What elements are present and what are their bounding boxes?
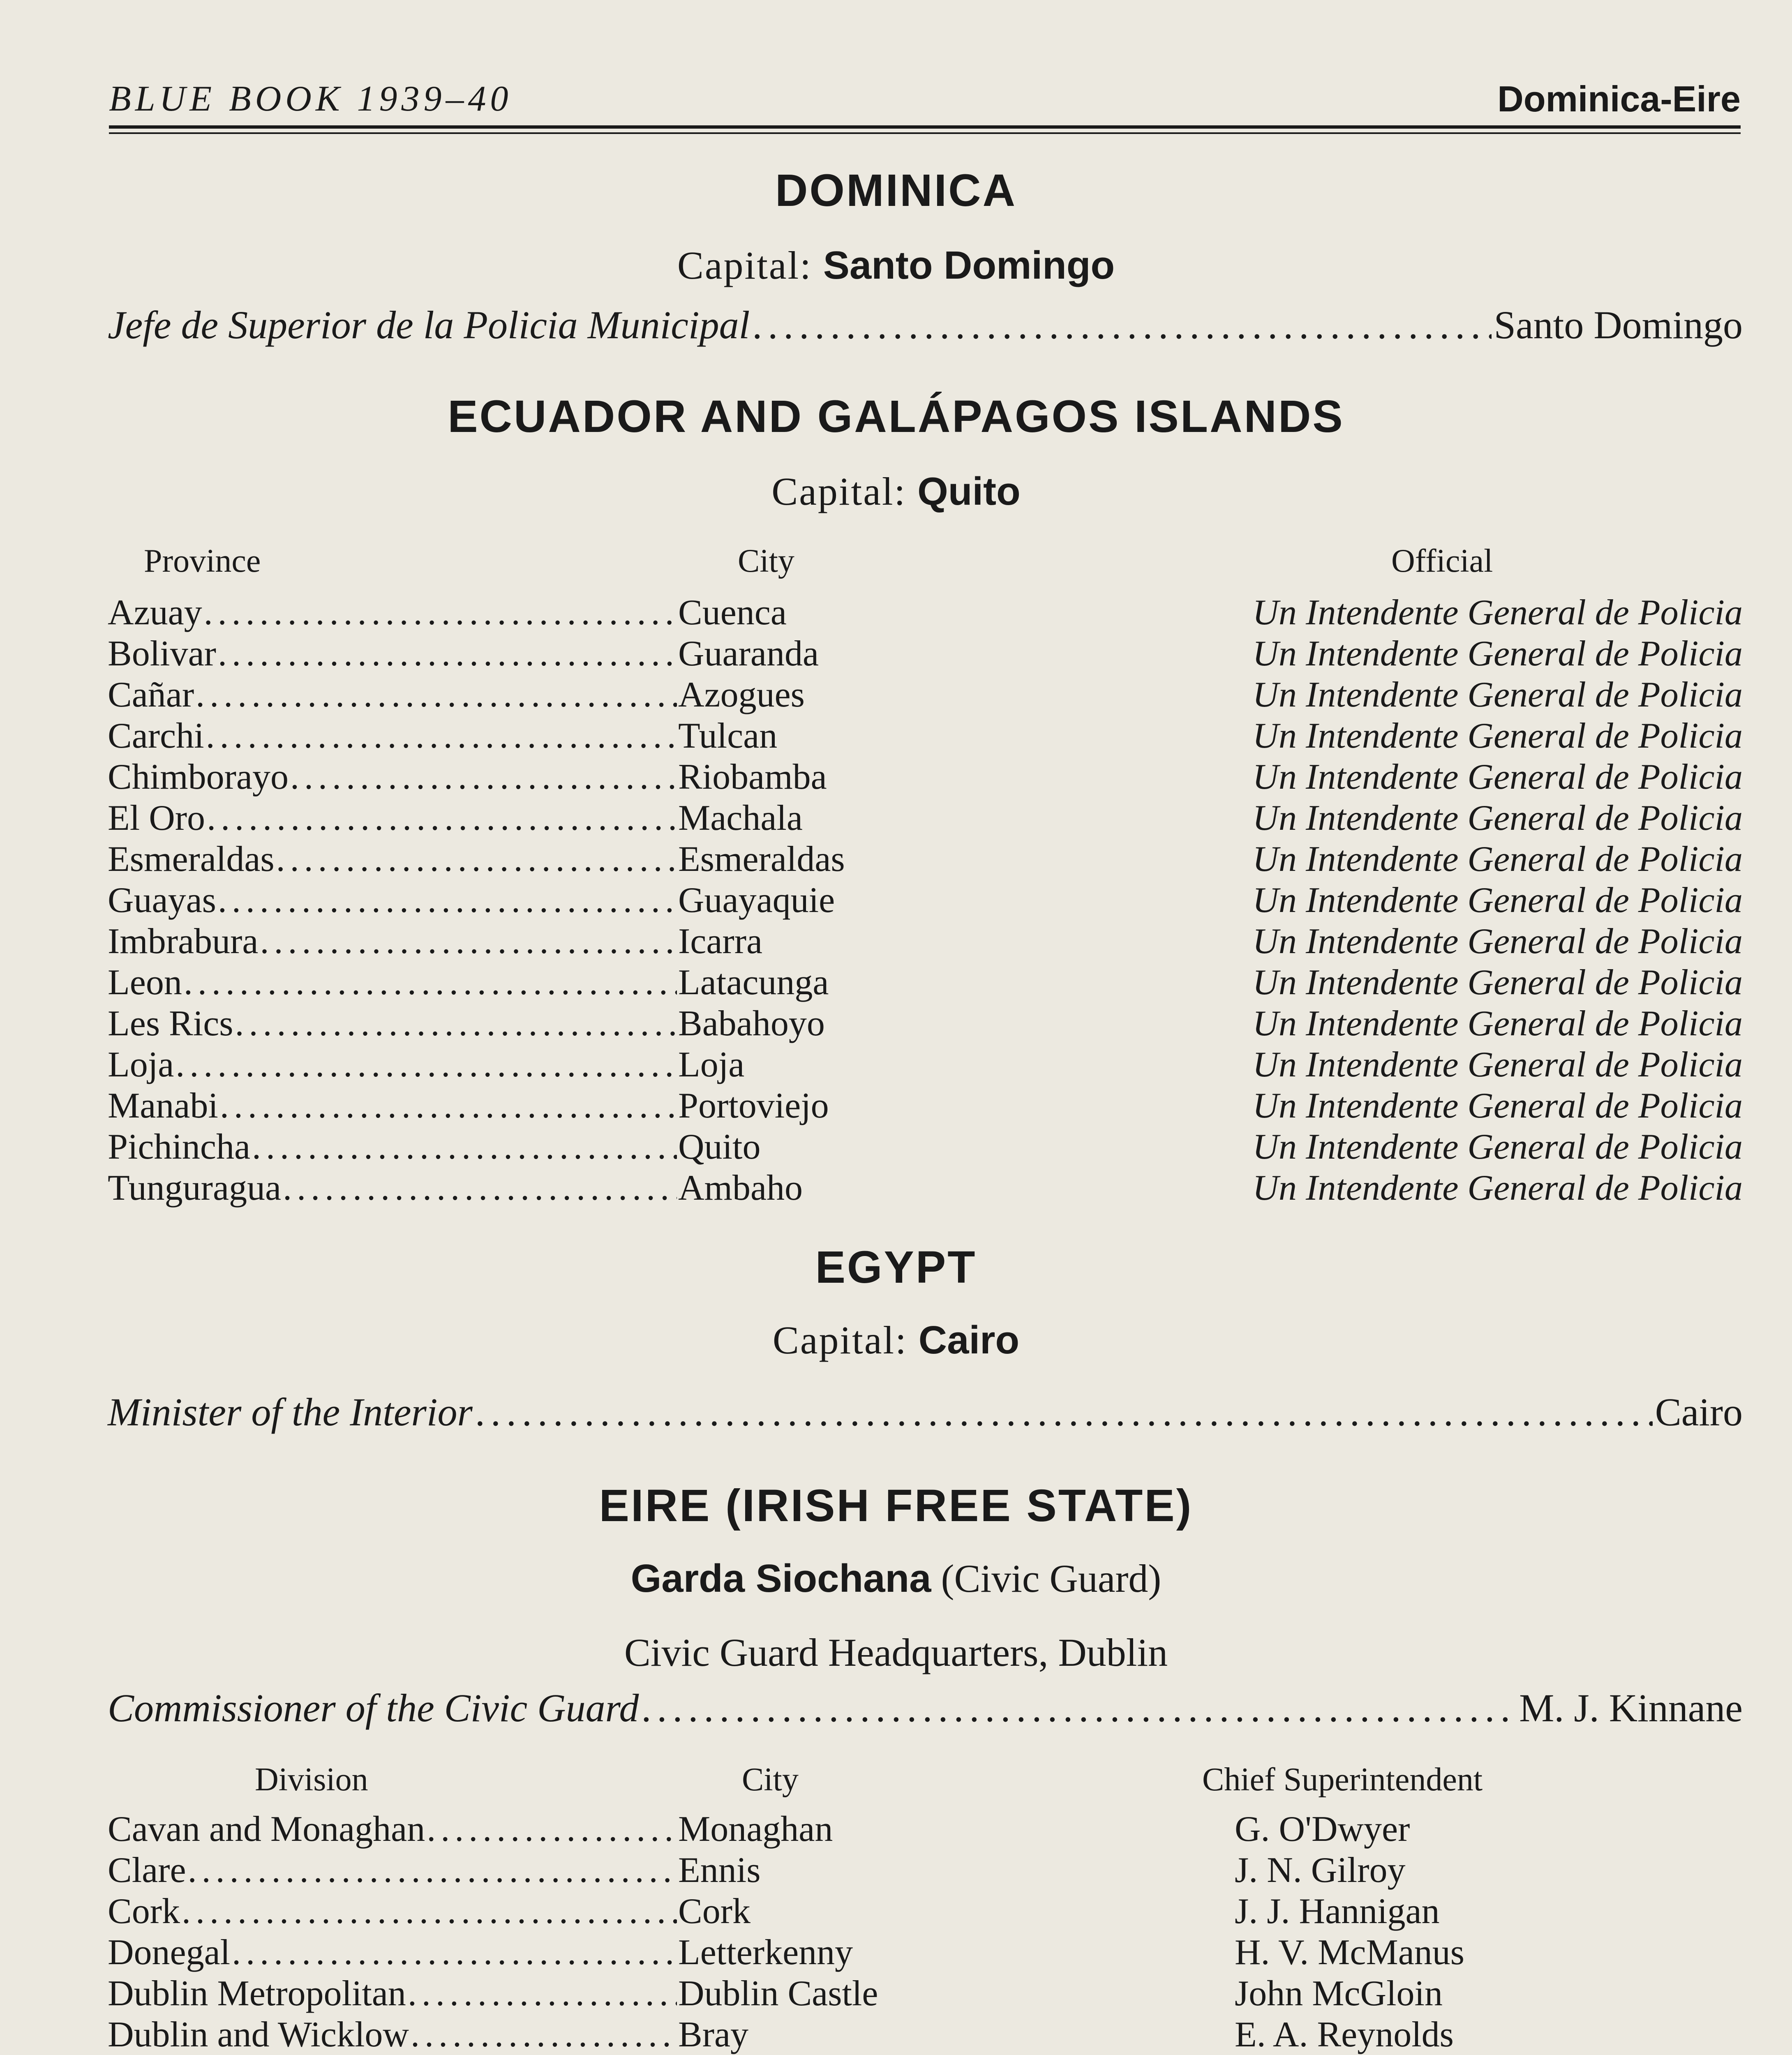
region-name: Imbrabura: [108, 921, 259, 961]
region-name: Dublin Metropolitan: [108, 1974, 406, 2013]
city-name: Ennis: [678, 1850, 761, 1890]
table-row: [108, 633, 1743, 674]
subtitle-translation: (Civic Guard): [941, 1556, 1162, 1600]
region-name: Guayas: [108, 880, 216, 920]
city-name: Esmeraldas: [678, 839, 845, 879]
official-name: Un Intendente General de Policia: [1252, 1045, 1743, 1085]
dot-leader: [252, 1126, 677, 1168]
official-name: Un Intendente General de Policia: [1252, 716, 1743, 756]
dot-leader: [232, 1932, 677, 1973]
dot-leader: [207, 797, 677, 839]
official-name: Un Intendente General de Policia: [1252, 880, 1743, 920]
country-heading-egypt: EGYPT: [815, 1242, 977, 1293]
eire-headquarters: Civic Guard Headquarters, Dublin: [624, 1630, 1168, 1674]
capital-line-dominica: [0, 242, 1792, 288]
table-row: [108, 1973, 1743, 2014]
city-name: Monaghan: [678, 1809, 833, 1849]
column-header-chief-superintendent: Chief Superintendent: [1202, 1762, 1483, 1798]
city-name: Latacunga: [678, 963, 829, 1002]
city-name: Icarra: [678, 921, 763, 961]
table-row: [108, 756, 1743, 797]
row-name-cell: [108, 633, 677, 674]
city-name: Letterkenny: [678, 1933, 853, 1972]
capital-name: Santo Domingo: [823, 243, 1115, 287]
city-name: Portoviejo: [678, 1086, 829, 1126]
city-name: Loja: [678, 1045, 745, 1085]
region-name: Chimborayo: [108, 757, 289, 797]
dot-leader: [204, 592, 677, 633]
running-head-section: Dominica-Eire: [1497, 79, 1741, 119]
table-row: [108, 797, 1743, 838]
entry-name: M. J. Kinnane: [1519, 1686, 1743, 1730]
table-row: [108, 962, 1743, 1003]
subtitle-agency: Garda Siochana: [630, 1556, 931, 1600]
table-row: [108, 1044, 1743, 1085]
official-name: Un Intendente General de Policia: [1252, 593, 1743, 633]
row-name-cell: [108, 1973, 677, 2014]
official-name: J. N. Gilroy: [1235, 1850, 1406, 1890]
dot-leader: [641, 1685, 1517, 1731]
entry-location: Cairo: [1655, 1390, 1743, 1434]
city-name: Machala: [678, 798, 803, 838]
running-head: [109, 74, 1741, 127]
region-name: Cañar: [108, 675, 194, 715]
running-head-title: BLUE BOOK 1939–40: [109, 79, 513, 119]
header-rule-thick: [109, 125, 1741, 129]
row-name-cell: [108, 797, 677, 839]
table-row: [108, 1126, 1743, 1167]
region-name: Loja: [108, 1045, 174, 1085]
dot-leader: [235, 1003, 677, 1044]
capital-name: Quito: [917, 469, 1021, 513]
region-name: Bolivar: [108, 634, 216, 674]
table-row: [108, 1085, 1743, 1126]
row-name-cell: [108, 674, 677, 716]
city-name: Guayaquie: [678, 880, 835, 920]
entry-title: Minister of the Interior: [108, 1390, 473, 1434]
city-name: Babahoyo: [678, 1004, 825, 1044]
city-name: Riobamba: [678, 757, 827, 797]
dot-leader: [218, 880, 677, 921]
row-name-cell: [108, 921, 677, 962]
region-name: Cavan and Monaghan: [108, 1809, 425, 1849]
row-name-cell: [108, 1044, 677, 1085]
row-name-cell: [108, 756, 677, 798]
dot-leader: [220, 1085, 677, 1127]
dot-leader: [427, 1808, 677, 1850]
entry-location: Santo Domingo: [1494, 303, 1743, 347]
country-heading-eire: EIRE (IRISH FREE STATE): [599, 1480, 1193, 1531]
row-name-cell: [108, 592, 677, 633]
official-name: Un Intendente General de Policia: [1252, 963, 1743, 1002]
region-name: Cork: [108, 1891, 180, 1931]
region-name: Esmeraldas: [108, 839, 275, 879]
table-row: [108, 921, 1743, 962]
row-name-cell: [108, 1003, 677, 1044]
row-name-cell: [108, 1891, 677, 1932]
city-name: Ambaho: [678, 1168, 803, 1208]
dot-leader: [182, 1891, 677, 1932]
entry-title: Commissioner of the Civic Guard: [108, 1686, 639, 1730]
dot-leader: [188, 1850, 677, 1891]
official-name: E. A. Reynolds: [1235, 2015, 1454, 2055]
capital-label: Capital:: [771, 469, 907, 513]
region-name: Manabi: [108, 1086, 218, 1126]
ecuador-province-table: [108, 592, 1743, 1208]
row-name-cell: [108, 838, 677, 880]
city-name: Azogues: [678, 675, 805, 715]
table-row: [108, 1808, 1743, 1850]
table-row: [108, 674, 1743, 715]
official-name: G. O'Dwyer: [1235, 1809, 1410, 1849]
dominica-entry: [108, 302, 1743, 347]
table-row: [108, 1850, 1743, 1891]
capital-line-ecuador: [0, 469, 1792, 514]
dot-leader: [290, 756, 677, 798]
region-name: Azuay: [108, 593, 202, 633]
official-name: Un Intendente General de Policia: [1252, 839, 1743, 879]
capital-label: Capital:: [772, 1318, 908, 1362]
city-name: Cuenca: [678, 593, 787, 633]
eire-subtitle: [0, 1556, 1792, 1601]
table-row: [108, 1891, 1743, 1932]
dot-leader: [276, 838, 677, 880]
row-name-cell: [108, 1167, 677, 1209]
official-name: John McGloin: [1235, 1974, 1443, 2013]
dot-leader: [184, 962, 677, 1003]
dot-leader: [196, 674, 677, 716]
official-name: Un Intendente General de Policia: [1252, 1004, 1743, 1044]
table-row: [108, 880, 1743, 921]
dot-leader: [408, 1973, 677, 2014]
table-row: [108, 2014, 1743, 2055]
column-header-province: Province: [144, 543, 261, 579]
table-row: [108, 1003, 1743, 1044]
city-name: Tulcan: [678, 716, 778, 756]
region-name: Leon: [108, 963, 182, 1002]
official-name: H. V. McManus: [1235, 1933, 1465, 1972]
row-name-cell: [108, 2014, 677, 2055]
row-name-cell: [108, 715, 677, 757]
entry-title: Jefe de Superior de la Policia Municipal: [108, 303, 750, 347]
city-name: Cork: [678, 1891, 751, 1931]
country-heading-ecuador: ECUADOR AND GALÁPAGOS ISLANDS: [448, 391, 1344, 442]
capital-name: Cairo: [918, 1318, 1020, 1362]
official-name: Un Intendente General de Policia: [1252, 798, 1743, 838]
dot-leader: [752, 302, 1491, 348]
official-name: Un Intendente General de Policia: [1252, 921, 1743, 961]
capital-label: Capital:: [677, 243, 812, 287]
region-name: El Oro: [108, 798, 206, 838]
region-name: Carchi: [108, 716, 204, 756]
city-name: Guaranda: [678, 634, 819, 674]
row-name-cell: [108, 1808, 677, 1850]
row-name-cell: [108, 880, 677, 921]
region-name: Clare: [108, 1850, 186, 1890]
table-row: [108, 592, 1743, 633]
official-name: Un Intendente General de Policia: [1252, 757, 1743, 797]
column-header-division: Division: [255, 1762, 368, 1798]
region-name: Donegal: [108, 1933, 231, 1972]
egypt-entry: [108, 1389, 1743, 1434]
column-header-city: City: [742, 1762, 799, 1798]
region-name: Tunguragua: [108, 1168, 282, 1208]
official-name: Un Intendente General de Policia: [1252, 675, 1743, 715]
official-name: Un Intendente General de Policia: [1252, 1127, 1743, 1167]
table-row: [108, 1167, 1743, 1208]
official-name: Un Intendente General de Policia: [1252, 634, 1743, 674]
row-name-cell: [108, 1085, 677, 1127]
row-name-cell: [108, 1126, 677, 1168]
dot-leader: [411, 2014, 677, 2055]
dot-leader: [206, 715, 677, 757]
dot-leader: [218, 633, 677, 674]
official-name: J. J. Hannigan: [1235, 1891, 1440, 1931]
dot-leader: [260, 921, 677, 962]
column-header-city: City: [738, 543, 794, 579]
city-name: Bray: [678, 2015, 749, 2055]
eire-commissioner-entry: [108, 1685, 1743, 1730]
region-name: Les Rics: [108, 1004, 233, 1044]
row-name-cell: [108, 1850, 677, 1891]
city-name: Quito: [678, 1127, 761, 1167]
official-name: Un Intendente General de Policia: [1252, 1168, 1743, 1208]
header-rule-thin: [109, 132, 1741, 134]
city-name: Dublin Castle: [678, 1974, 878, 2013]
eire-division-table: [108, 1808, 1743, 2055]
row-name-cell: [108, 962, 677, 1003]
column-header-official: Official: [1391, 543, 1493, 579]
region-name: Dublin and Wicklow: [108, 2015, 409, 2055]
region-name: Pichincha: [108, 1127, 251, 1167]
table-row: [108, 1932, 1743, 1973]
dot-leader: [475, 1389, 1653, 1435]
table-row: [108, 838, 1743, 880]
table-row: [108, 715, 1743, 756]
dot-leader: [176, 1044, 677, 1085]
country-heading-dominica: DOMINICA: [775, 165, 1017, 216]
official-name: Un Intendente General de Policia: [1252, 1086, 1743, 1126]
capital-line-egypt: [0, 1317, 1792, 1363]
dot-leader: [283, 1167, 677, 1209]
row-name-cell: [108, 1932, 677, 1973]
